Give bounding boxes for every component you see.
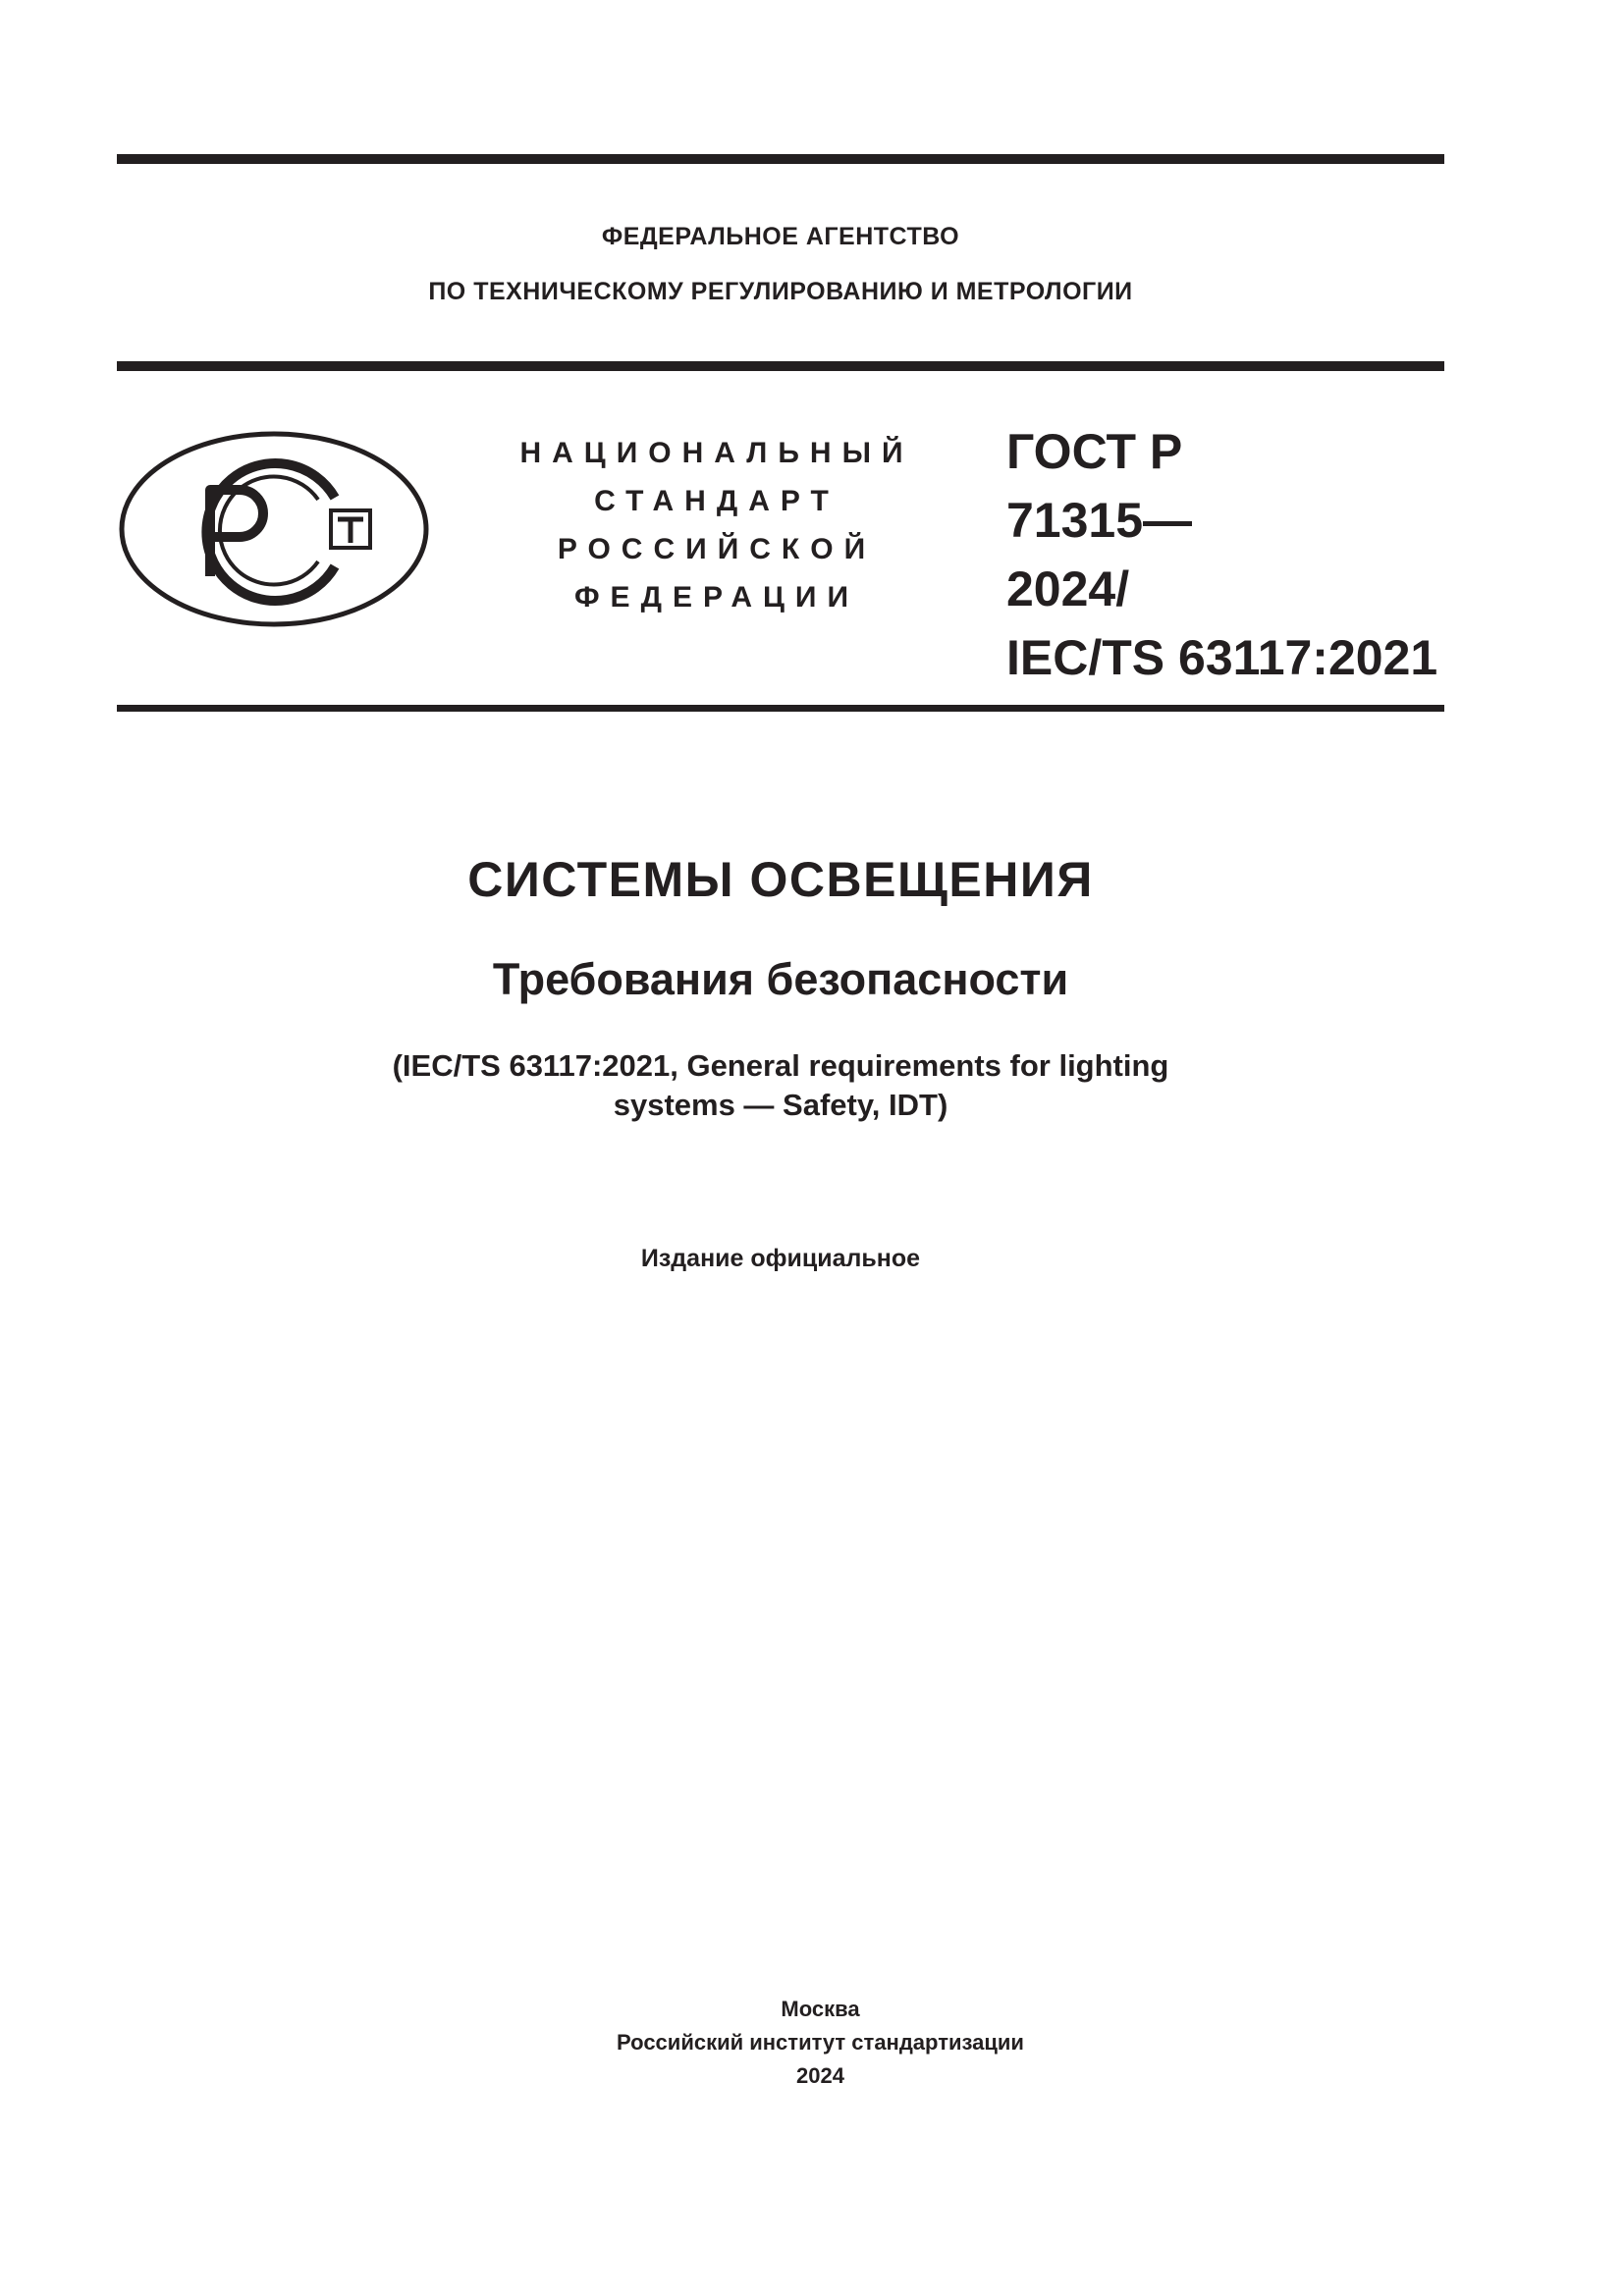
header-rule bbox=[117, 361, 1444, 371]
document-title: СИСТЕМЫ ОСВЕЩЕНИЯ bbox=[467, 852, 1094, 907]
original-reference-line2: systems — Safety, IDT) bbox=[613, 1088, 948, 1122]
edition-label: Издание официальное bbox=[640, 1245, 921, 1272]
agency-name-line2: ПО ТЕХНИЧЕСКОМУ РЕГУЛИРОВАНИЮ И МЕТРОЛОГИИ bbox=[428, 278, 1133, 305]
designation-rule bbox=[117, 705, 1444, 712]
original-reference-line1: (IEC/TS 63117:2021, General requirements for lighting bbox=[392, 1048, 1169, 1083]
designation-line4: IEC/TS 63117:2021 bbox=[1006, 630, 1438, 685]
national-standard-line1: НАЦИОНАЛЬНЫЙ bbox=[519, 437, 914, 469]
imprint-publisher: Российский институт стандартизации bbox=[617, 2030, 1024, 2055]
imprint bbox=[117, 1993, 1524, 2093]
national-standard-line2: СТАНДАРТ bbox=[594, 485, 839, 517]
imprint-city: Москва bbox=[781, 1997, 860, 2021]
agency-name-line1: ФЕДЕРАЛЬНОЕ АГЕНТСТВО bbox=[601, 223, 960, 250]
document-subtitle: Требования безопасности bbox=[492, 954, 1069, 1004]
designation-line3: 2024/ bbox=[1006, 561, 1130, 616]
standard-designation bbox=[1006, 417, 1444, 692]
designation-line2: 71315— bbox=[1006, 493, 1193, 548]
imprint-year: 2024 bbox=[796, 2063, 844, 2088]
designation-line1: ГОСТ Р bbox=[1006, 424, 1183, 479]
rst-certification-mark-icon bbox=[117, 429, 431, 630]
national-standard-label bbox=[491, 429, 943, 621]
original-standard-reference bbox=[295, 1046, 1267, 1125]
national-standard-line3: РОССИЙСКОЙ bbox=[557, 533, 877, 565]
national-standard-line4: ФЕДЕРАЦИИ bbox=[573, 581, 860, 614]
top-rule bbox=[117, 154, 1444, 164]
